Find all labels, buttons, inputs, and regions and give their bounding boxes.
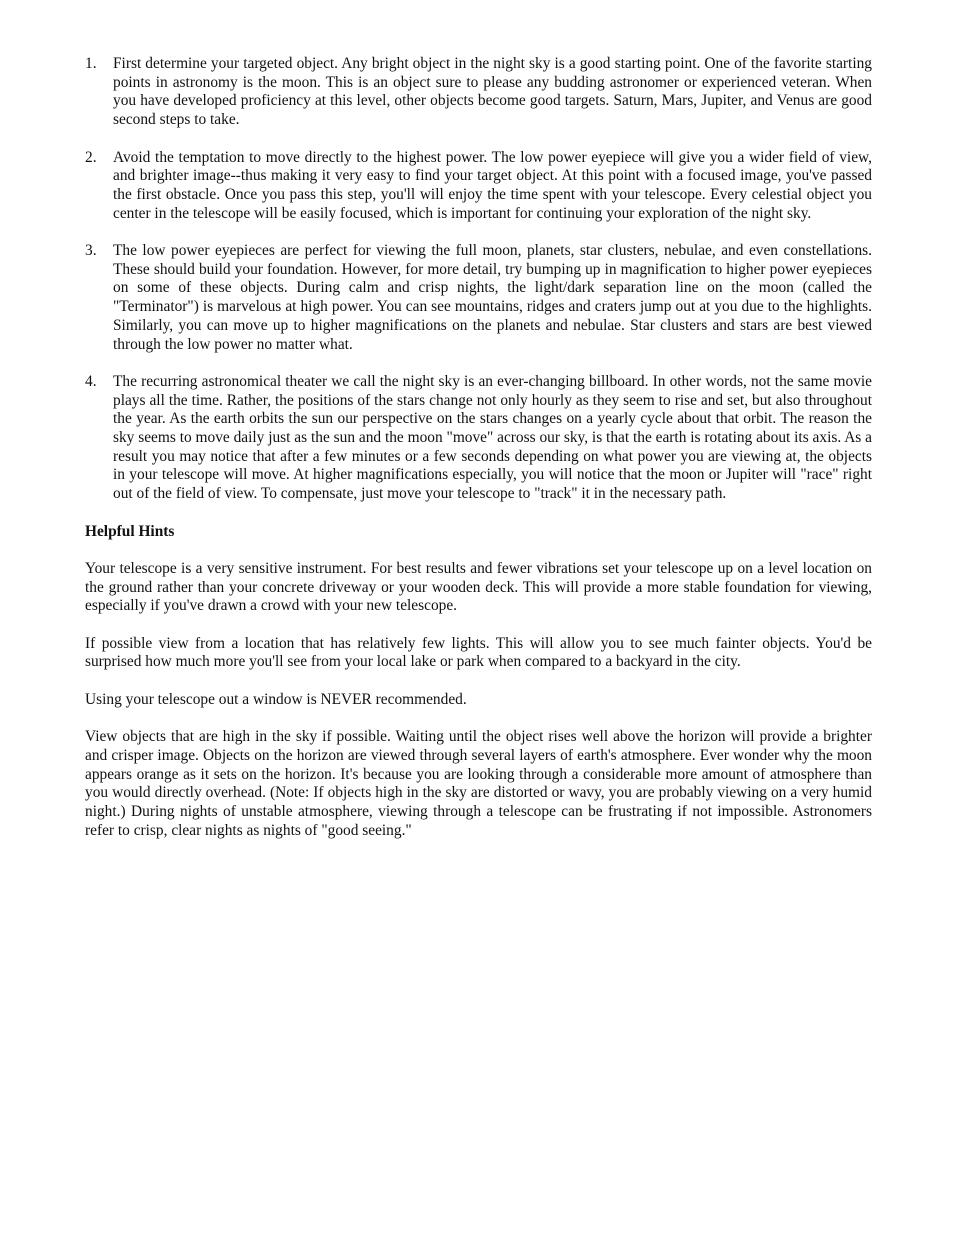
hint-paragraph: View objects that are high in the sky if possible. Waiting until the object rises well above the horizon will provide a brighter and crisper image. Objects on the horizon are viewed through several layers of earth's atmosphere. Ever wonder why the moon appears orange as it sets on the horizon. It's because you are looking through a considerable more amount of atmosphere than you would directly overhead. (Note: If objects high in the sky are distorted or wavy, you are probably viewing on a very humid night.) During nights of unstable atmosphere, viewing through a telescope can be frustrating if not impossible. Astronomers refer to crisp, clear nights as nights of "good seeing." [85, 728, 872, 839]
step-item [85, 55, 872, 130]
step-number: 4. [85, 372, 97, 390]
step-number: 3. [85, 242, 97, 259]
section-heading: Helpful Hints [85, 522, 175, 540]
step-text: Avoid the temptation to move directly to the highest power. The low power eyepiece will give you a wider field of view, and brighter image--thus making it very easy to find your target object. At this point with a focused image, you've passed the first obstacle. Once you pass this step, you'll will enjoy the time spent with your telescope. Every celestial object you center in the telescope will be easily focused, which is important for continuing your exploration of the night sky. [113, 148, 872, 222]
hint-paragraph: If possible view from a location that has relatively few lights. This will allow you to see much fainter objects. You'd be surprised how much more you'll see from your local lake or park when compared to a backyard in the city. [85, 634, 872, 671]
step-text: The low power eyepieces are perfect for viewing the full moon, planets, star clusters, nebulae, and even constellations. These should build your foundation. However, for more detail, try bumping up in magnification to higher power eyepieces on some of these objects. During calm and crisp nights, the light/dark separation line on the moon (called the "Terminator") is marvelous at high power. You can see mountains, ridges and craters jump out at you due to the highlights. Similarly, you can move up to higher magnifications on the planets and nebulae. Star clusters and stars are best viewed through the low power no matter what. [113, 242, 872, 353]
step-text: First determine your targeted object. Any bright object in the night sky is a good starting point. One of the favorite starting points in astronomy is the moon. This is an object sure to please any budding astronomer or experienced veteran. When you have developed proficiency at this level, other objects become good targets. Saturn, Mars, Jupiter, and Venus are good second steps to take. [113, 55, 872, 129]
document-page [85, 55, 872, 859]
step-item [85, 373, 872, 504]
hint-paragraph: Your telescope is a very sensitive instrument. For best results and fewer vibrations set your telescope up on a level location on the ground rather than your concrete driveway or your wooden deck. This will provide a more stable foundation for viewing, especially if you've drawn a crowd with your new telescope. [85, 559, 872, 615]
hint-paragraph: Using your telescope out a window is NEVER recommended. [85, 690, 467, 708]
step-item [85, 149, 872, 224]
step-text: The recurring astronomical theater we call the night sky is an ever-changing billboard. In other words, not the same movie plays all the time. Rather, the positions of the stars change not only hourly as they seem to rise and set, but also throughout the year. As the earth orbits the sun our perspective on the stars changes on a yearly cycle about that orbit. The reason the sky seems to move daily just as the sun and the moon "move" across our sky, is that the earth is rotating about its axis. As a result you may notice that after a few minutes or a few seconds depending on what power you are viewing at, the objects in your telescope will move. At higher magnifications especially, you will notice that the moon or Jupiter will "race" right out of the field of view. To compensate, just move your telescope to "track" it in the necessary path. [113, 372, 872, 503]
step-number: 2. [85, 148, 97, 166]
step-number: 1. [85, 55, 97, 72]
steps-list [85, 55, 872, 504]
step-item [85, 242, 872, 354]
